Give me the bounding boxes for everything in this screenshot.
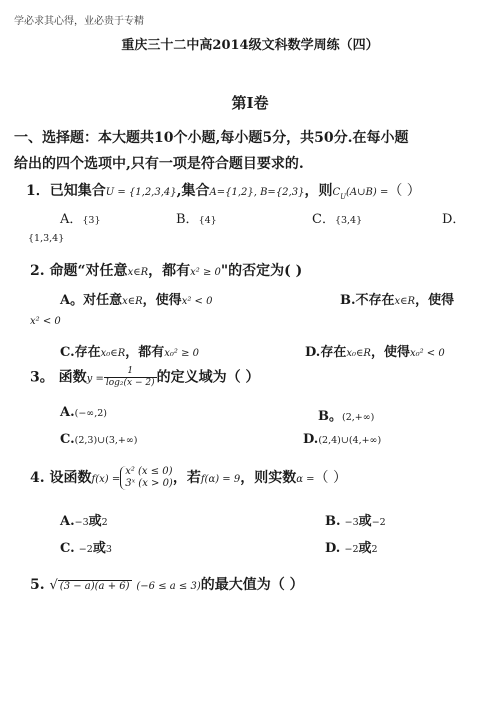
q2-option-d[interactable]: D.存在x₀∈R，使得x₀² < 0 — [305, 345, 445, 360]
radical-sign-icon: √ — [49, 578, 58, 593]
q4-condition: f(α) = 9 — [200, 474, 241, 485]
q4-option-c[interactable]: C. −2或3 — [60, 541, 112, 556]
q2-number: 2. — [30, 263, 45, 279]
q1-text-2: ,集合 — [176, 183, 210, 199]
q2-option-c[interactable]: C.存在x₀∈R，都有x₀² ≥ 0 — [60, 345, 200, 360]
q1-number: 1． — [26, 183, 50, 199]
q1-sets-ab: A={1,2}, B={2,3} — [209, 187, 305, 198]
q4-option-a[interactable]: A.−3或2 — [60, 514, 108, 529]
q5-condition: (−6 ≤ a ≤ 3) — [136, 581, 201, 592]
question-2 — [30, 260, 302, 280]
q2-option-b-continued: x² < 0 — [30, 316, 61, 327]
q3-option-b[interactable]: B。(2,+∞) — [318, 409, 375, 424]
q3-option-c[interactable]: C.(2,3)∪(3,+∞) — [60, 432, 138, 447]
q1-expression: (A∪B) = — [346, 187, 389, 198]
question-5 — [30, 574, 304, 594]
q2-text-3: "的否定为( ) — [220, 263, 303, 279]
q5-number: 5. — [30, 577, 45, 593]
q3-option-a[interactable]: A.(−∞,2) — [60, 405, 107, 420]
question-3 — [30, 366, 259, 389]
q4-text-3: ，则实数 — [240, 470, 297, 486]
q4-piecewise: x² (x ≤ 0) 3ˣ (x > 0) — [120, 466, 173, 490]
q4-alpha: α = — [296, 474, 315, 485]
q1-option-d[interactable]: D． — [442, 212, 466, 227]
q1-option-c[interactable]: C．{3,4} — [312, 212, 363, 227]
question-4 — [30, 466, 347, 490]
q4-text-1: 设函数 — [49, 470, 92, 486]
q2-math-1: x∈R — [127, 267, 149, 278]
q1-set-u: U = {1,2,3,4} — [105, 187, 177, 198]
q2-option-b[interactable]: B.不存在x∈R，使得 — [340, 293, 455, 308]
q4-blank: （ ） — [314, 470, 347, 486]
q3-fraction: $\frac{1}{\text{log₂(x − 2)}}$ — [105, 366, 155, 388]
q4-text-2: ，若 — [172, 470, 201, 486]
page-title: 重庆三十二中高2014级文科数学周练（四） — [121, 38, 379, 53]
q5-text: 的最大值为（ ） — [200, 577, 304, 593]
q3-text-2: 的定义域为（ ） — [156, 369, 260, 386]
question-1 — [26, 180, 421, 201]
q5-radicand: (3 − a)(a + 6) — [59, 581, 130, 592]
q1-blank: （ ） — [388, 183, 421, 199]
section-heading-line2: 给出的四个选项中,只有一项是符合题目要求的. — [14, 156, 304, 172]
q2-text-1: 命题“对任意 — [49, 263, 128, 279]
q3-text-1: 函数 — [58, 369, 87, 386]
q4-option-d[interactable]: D. −2或2 — [325, 541, 378, 556]
q1-option-b[interactable]: B．{4} — [176, 212, 217, 227]
q1-complement: C — [332, 187, 341, 198]
part-label: 第Ⅰ卷 — [231, 94, 269, 112]
q2-option-a[interactable]: A。对任意x∈R，使得x² < 0 — [60, 293, 213, 308]
q1-option-d-value: {1,3,4} — [28, 233, 65, 244]
q3-y: y = — [86, 373, 104, 385]
q2-math-2: x² ≥ 0 — [190, 267, 221, 278]
q4-function: f(x) = — [91, 474, 121, 485]
header-note: 学必求其心得，业必贵于专精 — [14, 16, 144, 27]
q4-option-b[interactable]: B. −3或−2 — [325, 514, 386, 529]
q1-complement-sub: U — [340, 192, 347, 201]
section-heading-line1: 一、选择题：本大题共10个小题,每小题5分，共50分.在每小题 — [14, 130, 409, 146]
q1-text-1: 已知集合 — [49, 183, 106, 199]
q3-option-d[interactable]: D.(2,4)∪(4,+∞) — [303, 432, 382, 447]
q1-option-a[interactable]: A．{3} — [60, 212, 101, 227]
q4-number: 4. — [30, 470, 45, 486]
q2-text-2: ，都有 — [148, 263, 191, 279]
q3-number: 3。 — [30, 369, 54, 386]
q1-text-3: ，则 — [304, 183, 333, 199]
